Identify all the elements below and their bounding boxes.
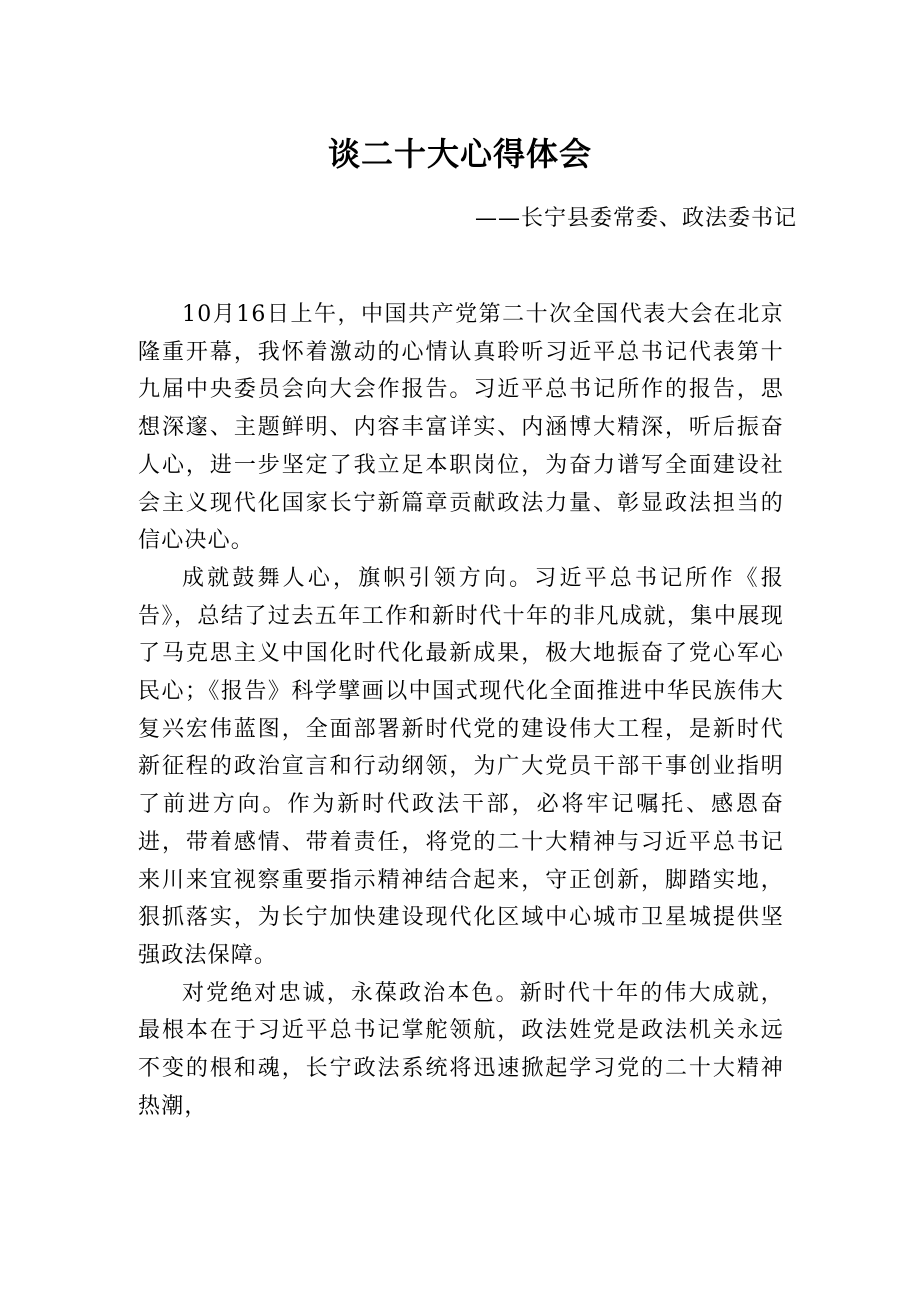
paragraph: 成就鼓舞人心，旗帜引领方向。习近平总书记所作《报告》，总结了过去五年工作和新时代十年的非凡成就，集中展现了马克思主义中国化时代化最新成果，极大地振奋了党心军心民心；《报告》科学擘画以中国式现代化全面推进中华民族伟大复兴宏伟蓝图，全面部署新时代党的建设伟大工程，是新时代新征程的政治宣言和行动纲领，为广大党员干部干事创业指明了前进方向。作为新时代政法干部，必将牢记嘱托、感恩奋进，带着感情、带着责任，将党的二十大精神与习近平总书记来川来宜视察重要指示精神结合起来，守正创新，脚踏实地，狠抓落实，为长宁加快建设现代化区域中心城市卫星城提供坚强政法保障。 xyxy=(138,565,784,968)
document-title: 谈二十大心得体会 xyxy=(327,135,592,173)
document-body xyxy=(138,296,784,1125)
document-subtitle: ——长宁县委常委、政法委书记 xyxy=(475,206,798,231)
paragraph: 10月16日上午，中国共产党第二十次全国代表大会在北京隆重开幕，我怀着激动的心情认真聆听习近平总书记代表第十九届中央委员会向大会作报告。习近平总书记所作的报告，思想深邃、主题鲜明、内容丰富详实、内涵博大精深，听后振奋人心，进一步坚定了我立足本职岗位，为奋力谱写全面建设社会主义现代化国家长宁新篇章贡献政法力量、彰显政法担当的信心决心。 xyxy=(138,302,784,554)
paragraph: 对党绝对忠诚，永葆政治本色。新时代十年的伟大成就，最根本在于习近平总书记掌舵领航，政法姓党是政法机关永远不变的根和魂，长宁政法系统将迅速掀起学习党的二十大精神热潮， xyxy=(138,980,784,1119)
